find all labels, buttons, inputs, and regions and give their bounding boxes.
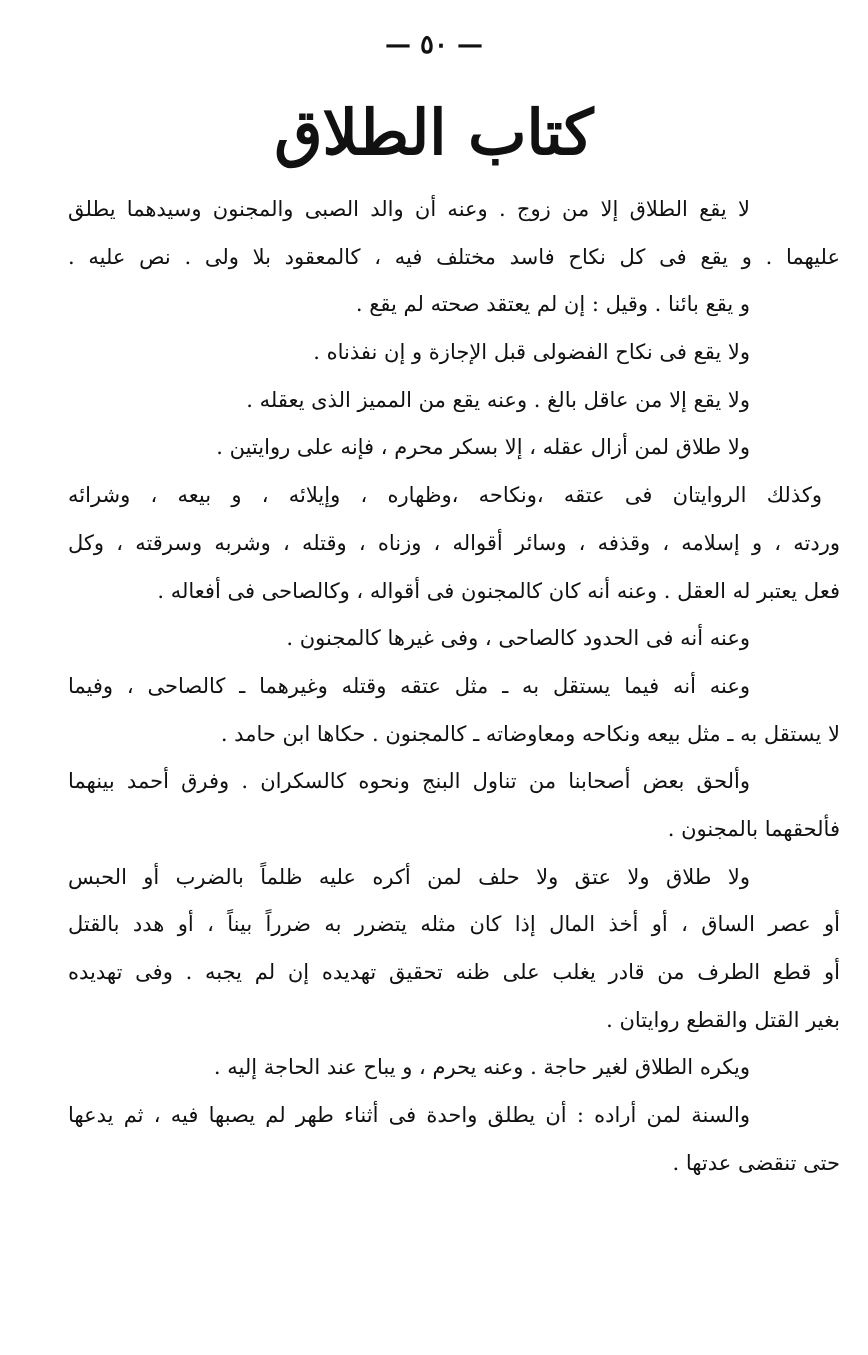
- text-line: ولا يقع إلا من عاقل بالغ . وعنه يقع من المميز الذى يعقله .: [246, 387, 750, 412]
- text-line: أو عصر الساق ، أو أخذ المال إذا كان مثله يتضرر به ضرراً بيناً ، أو هدد بالقتل: [68, 912, 840, 937]
- text-line: لا يقع الطلاق إلا من زوج . وعنه أن والد الصبى والمجنون وسيدهما يطلق: [68, 197, 750, 221]
- text-line: فعل يعتبر له العقل . وعنه أنه كان كالمجنون فى أقواله ، وكالصاحى فى أفعاله .: [157, 578, 840, 603]
- text-line: وردته ، و إسلامه ، وقذفه ، وسائر أقواله ، وزناه ، وقتله ، وشربه وسرقته ، وكل: [68, 530, 840, 555]
- text-line: وعنه أنه فيما يستقل به ـ مثل عتقه وقتله وغيرهما ـ كالصاحى ، وفيما: [68, 673, 750, 698]
- text-line: و يقع بائنا . وقيل : إن لم يعتقد صحته لم يقع .: [355, 292, 750, 317]
- text-line: لا يستقل به ـ مثل بيعه ونكاحه ومعاوضاته ـ كالمجنون . حكاها ابن حامد .: [220, 721, 840, 746]
- text-line: والسنة لمن أراده : أن يطلق واحدة فى أثناء طهر لم يصبها فيه ، ثم يدعها: [68, 1103, 750, 1128]
- text-line: ولا يقع فى نكاح الفضولى قبل الإجازة و إن نفذناه .: [313, 340, 750, 365]
- text-line: ولا طلاق ولا عتق ولا حلف لمن أكره عليه ظلماً بالضرب أو الحبس: [68, 864, 750, 889]
- text-line: وكذلك الروايتان فى عتقه ،ونكاحه ،وظهاره ، وإيلائه ، و بيعه ، وشرائه: [68, 483, 822, 508]
- body-text: [68, 186, 840, 1187]
- text-line: بغير القتل والقطع روايتان .: [606, 1007, 840, 1032]
- text-line: أو قطع الطرف من قادر يغلب على ظنه تحقيق تهديده إن لم يجبه . وفى تهديده: [68, 960, 840, 984]
- text-line: وألحق بعض أصحابنا من تناول البنج ونحوه كالسكران . وفرق أحمد بينهما: [68, 769, 750, 794]
- text-line: فألحقهما بالمجنون .: [667, 816, 840, 841]
- text-line: وعنه أنه فى الحدود كالصاحى ، وفى غيرها كالمجنون .: [286, 626, 750, 651]
- page-number: — ٥٠ —: [384, 30, 484, 60]
- text-line: عليهما . و يقع فى كل نكاح فاسد مختلف فيه ، كالمعقود بلا ولى . نص عليه .: [68, 244, 840, 269]
- text-line: ولا طلاق لمن أزال عقله ، إلا بسكر محرم ، فإنه على روايتين .: [216, 435, 750, 460]
- text-line: ويكره الطلاق لغير حاجة . وعنه يحرم ، و يباح عند الحاجة إليه .: [213, 1055, 750, 1080]
- text-line: حتى تنقضى عدتها .: [672, 1150, 840, 1175]
- chapter-title: كتاب الطلاق: [274, 96, 594, 169]
